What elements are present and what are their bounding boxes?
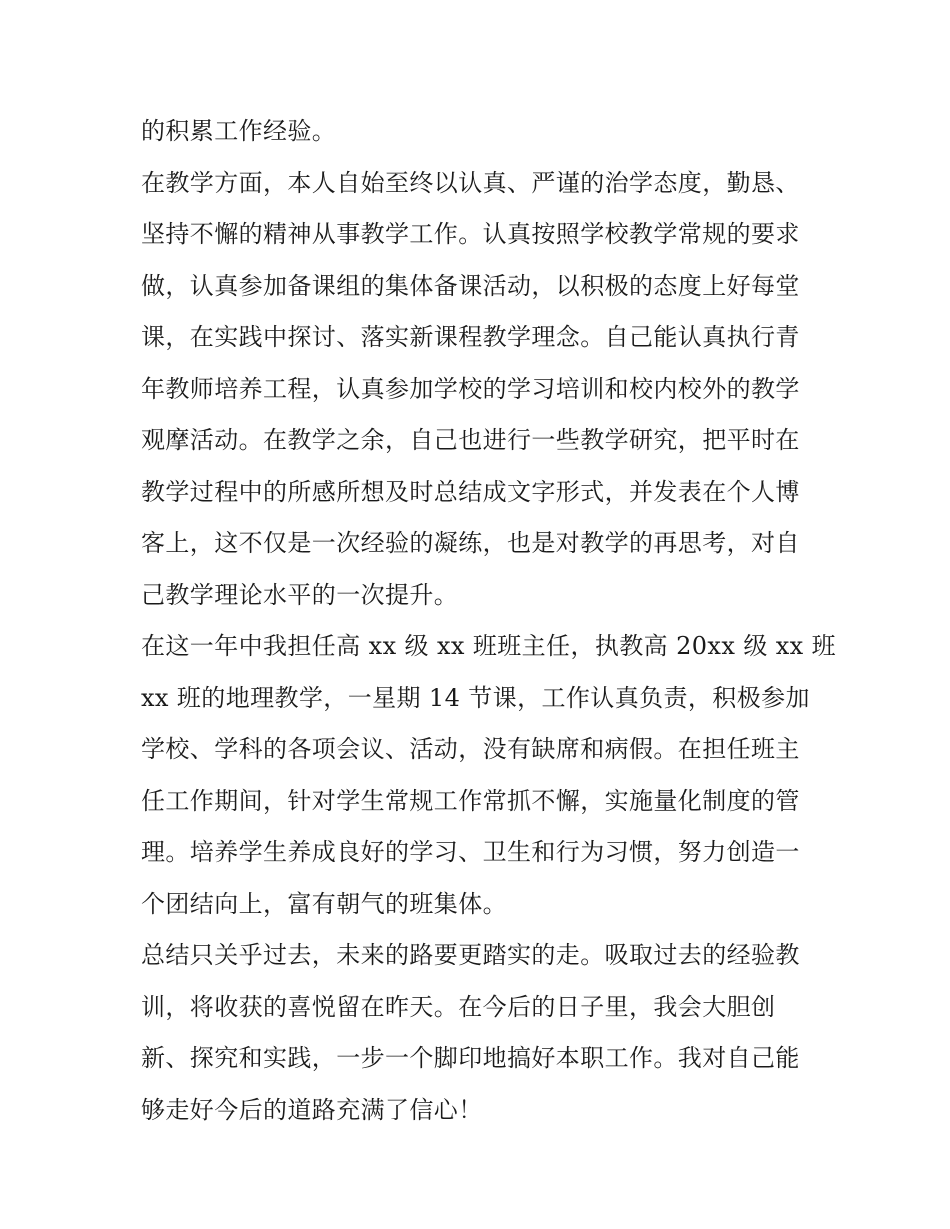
text-line: 学校、学科的各项会议、活动，没有缺席和病假。在担任班主 <box>141 735 800 763</box>
text-line: 新、探究和实践，一步一个脚印地搞好本职工作。我对自己能 <box>141 1044 800 1072</box>
text-line: 够走好今后的道路充满了信心！ <box>141 1095 483 1124</box>
text-line: 客上，这不仅是一次经验的凝练，也是对教学的再思考，对自 <box>141 529 800 557</box>
text-line: 任工作期间，针对学生常规工作常抓不懈，实施量化制度的管 <box>141 786 800 815</box>
text-line: 理。培养学生养成良好的学习、卫生和行为习惯，努力创造一 <box>141 838 800 866</box>
text-line: 课，在实践中探讨、落实新课程教学理念。自己能认真执行青 <box>141 323 800 351</box>
text-line: 教学过程中的所感所想及时总结成文字形式，并发表在个人博 <box>141 477 800 506</box>
text-line: 己教学理论水平的一次提升。 <box>141 580 459 609</box>
text-line: 做，认真参加备课组的集体备课活动，以积极的态度上好每堂 <box>141 271 800 300</box>
text-line: 观摩活动。在教学之余，自己也进行一些教学研究，把平时在 <box>141 426 800 454</box>
text-line: 在教学方面，本人自始至终以认真、严谨的治学态度，勤恳、 <box>141 168 800 197</box>
document-body <box>141 106 837 1136</box>
text-line: 在这一年中我担任高 xx 级 xx 班班主任，执教高 20xx 级 xx 班 <box>141 632 837 660</box>
text-line: 坚持不懈的精神从事教学工作。认真按照学校教学常规的要求 <box>141 220 800 248</box>
text-line: 训，将收获的喜悦留在昨天。在今后的日子里，我会大胆创 <box>141 992 776 1021</box>
text-line: 个团结向上，富有朝气的班集体。 <box>141 889 507 918</box>
text-line: xx 班的地理教学，一星期 14 节课，工作认真负责，积极参加 <box>141 683 810 712</box>
text-line: 总结只关乎过去，未来的路要更踏实的走。吸取过去的经验教 <box>141 941 800 969</box>
text-line: 的积累工作经验。 <box>141 117 337 145</box>
text-line: 年教师培养工程，认真参加学校的学习培训和校内校外的教学 <box>141 374 800 403</box>
